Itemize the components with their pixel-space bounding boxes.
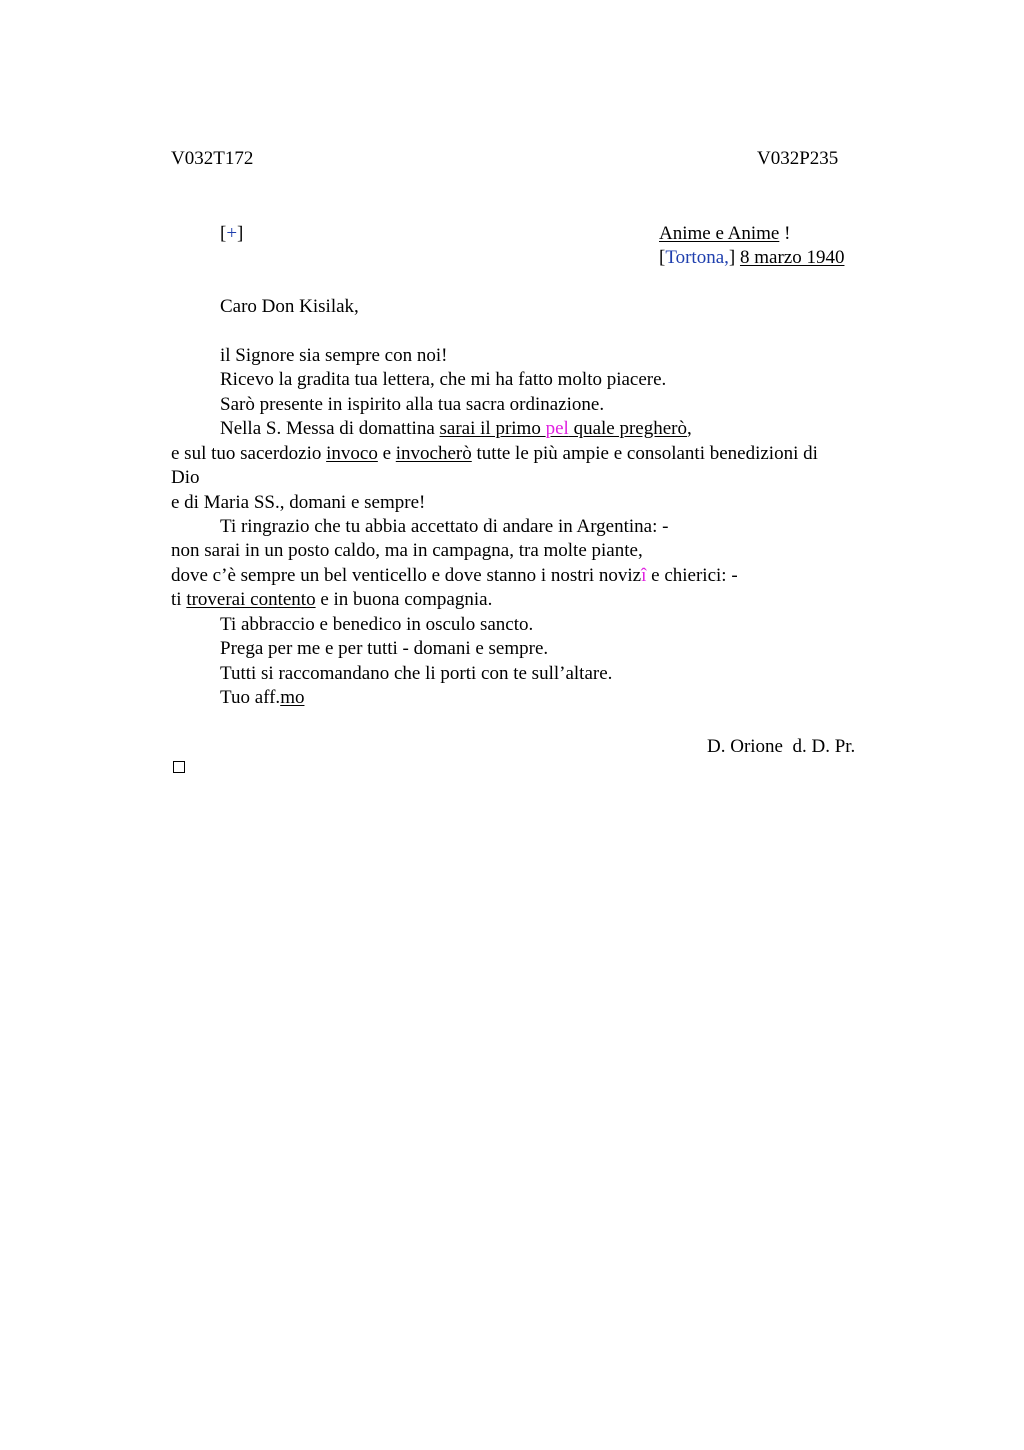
signature: D. Orione d. D. Pr. bbox=[707, 736, 856, 757]
body-line-1: il Signore sia sempre con noi! bbox=[220, 345, 448, 366]
line-4-text: Nella S. Messa di domattina bbox=[220, 418, 440, 439]
line-4-underlined-start: sarai il primo bbox=[439, 418, 546, 439]
body-line-4 bbox=[220, 419, 692, 438]
body-line-5 bbox=[171, 444, 818, 463]
variant-word: pel bbox=[545, 418, 569, 439]
bracket-open: [ bbox=[220, 223, 227, 244]
closing-abbrev: mo bbox=[280, 687, 305, 708]
place-name: Tortona, bbox=[665, 247, 729, 268]
line-5-text: e sul tuo sacerdozio bbox=[171, 443, 327, 464]
underlined-invochero: invocherò bbox=[395, 443, 472, 464]
document-code-left: V032T172 bbox=[171, 148, 254, 169]
body-line-3: Sarò presente in ispirito alla tua sacra ordinazione. bbox=[220, 394, 605, 415]
body-line-13: Prega per me e per tutti - domani e sempre. bbox=[220, 638, 549, 659]
line-11-text: ti bbox=[171, 589, 187, 610]
end-marker-square-icon bbox=[173, 761, 185, 773]
body-line-11 bbox=[171, 590, 492, 609]
cross-mark bbox=[220, 224, 243, 243]
place-date bbox=[659, 248, 844, 267]
body-line-6: Dio bbox=[171, 467, 200, 488]
page-code-right: V032P235 bbox=[757, 148, 839, 169]
line-10-rest: e chierici: - bbox=[646, 565, 738, 586]
place-bracket-open: [ bbox=[659, 247, 666, 268]
line-5-conj: e bbox=[377, 443, 396, 464]
title-text: Anime e Anime bbox=[659, 223, 780, 244]
line-10-text: dove c’è sempre un bel venticello e dove stanno i nostri noviz bbox=[171, 565, 642, 586]
body-line-7: e di Maria SS., domani e sempre! bbox=[171, 492, 426, 513]
body-line-14: Tutti si raccomandano che li porti con te sull’altare. bbox=[220, 663, 613, 684]
line-5-rest: tutte le più ampie e consolanti benedizioni di bbox=[471, 443, 818, 464]
body-line-8: Ti ringrazio che tu abbia accettato di andare in Argentina: - bbox=[220, 516, 669, 537]
letter-date: 8 marzo 1940 bbox=[739, 247, 845, 268]
bracket-close: ] bbox=[237, 223, 244, 244]
closing-text: Tuo aff. bbox=[220, 687, 281, 708]
line-4-underlined-end: quale pregherò bbox=[568, 418, 687, 439]
underlined-phrase bbox=[440, 418, 687, 439]
body-line-12: Ti abbraccio e benedico in osculo sancto. bbox=[220, 614, 534, 635]
body-line-9: non sarai in un posto caldo, ma in campagna, tra molte piante, bbox=[171, 540, 643, 561]
underlined-troverai: troverai contento bbox=[186, 589, 316, 610]
title-exclamation: ! bbox=[779, 223, 791, 244]
salutation: Caro Don Kisilak, bbox=[220, 296, 359, 317]
underlined-invoco: invoco bbox=[326, 443, 378, 464]
letter-title bbox=[659, 224, 790, 243]
body-line-2: Ricevo la gradita tua lettera, che mi ha fatto molto piacere. bbox=[220, 369, 667, 390]
line-11-rest: e in buona compagnia. bbox=[315, 589, 493, 610]
cross-icon: + bbox=[226, 223, 238, 244]
place-bracket-close: ] bbox=[728, 247, 736, 268]
body-line-15 bbox=[220, 688, 304, 707]
line-4-comma: , bbox=[686, 418, 692, 439]
body-line-10 bbox=[171, 566, 738, 585]
variant-letter: î bbox=[641, 565, 647, 586]
